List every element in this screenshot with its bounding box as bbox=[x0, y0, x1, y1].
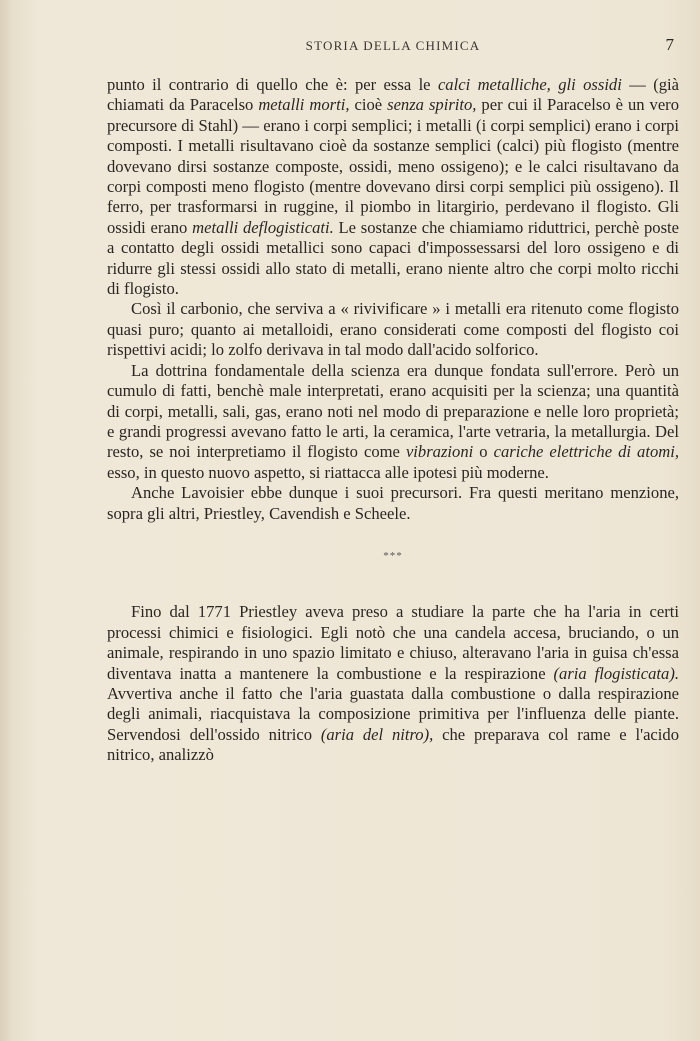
italic-text: vibrazioni bbox=[405, 442, 474, 462]
italic-text: senza spirito, bbox=[387, 95, 477, 115]
text-run: Così il carbonio, che serviva a « rivivificare » i metalli era ritenuto come flogisto quasi puro; quanto ai metalloidi, erano considerati come composti del flogisto coi rispettivi acidi; lo zolfo derivava in tal modo dall'acido solforico. bbox=[107, 299, 679, 360]
paragraph bbox=[107, 483, 679, 524]
paragraph bbox=[107, 299, 679, 360]
italic-text: (aria flogisticata). bbox=[553, 663, 679, 683]
text-run: Fino dal 1771 Priestley aveva preso a studiare la parte che ha l'aria in certi processi chimici e fisiologici. Egli notò che una candela accesa, bruciando, o un animale, respirando in uno spazio limitato e chiuso, alteravano l'aria in guisa ch'essa diventava inatta a mantenere la combustione e la respirazione bbox=[107, 602, 679, 683]
text-run: La dottrina fondamentale della scienza era dunque fondata sull'errore. Però un cumulo di fatti, benchè male interpretati, erano acquisiti per la scienza; una quantità di corpi, metalli, sali, gas, erano noti nel modo di preparazione e nelle loro proprietà; e grandi progressi avevano fatto le arti, la ceramica, l'arte vetraria, la metallurgia. Del resto, se noi interpretiamo il flogisto come bbox=[107, 360, 679, 462]
page-header bbox=[108, 35, 678, 62]
paragraph bbox=[107, 75, 679, 299]
text-section-2 bbox=[107, 602, 679, 765]
text-run: Le sostanze che chiamiamo riduttrici, perchè poste a contatto degli ossidi metallici sono capaci d'impossessarsi del loro ossigeno e di ridurre gli stessi ossidi allo stato di metalli, erano niente altro che corpi molto ricchi di flogisto. bbox=[107, 217, 679, 299]
text-run: Anche Lavoisier ebbe dunque i suoi precursori. Fra questi meritano menzione, sopra gli altri, Priestley, Cavendish e Scheele. bbox=[107, 483, 679, 523]
section-separator: *** bbox=[383, 549, 403, 562]
text-run: Avvertiva anche il fatto che l'aria guastata dalla combustione o dalla respirazione degli animali, riacquistava la composizione primitiva per l'influenza delle piante. Servendosi dell'ossido nitrico bbox=[107, 683, 679, 744]
italic-text: cariche elettriche di atomi, bbox=[493, 442, 680, 462]
text-run: punto il contrario di quello che è: per essa le bbox=[107, 75, 438, 94]
paragraph bbox=[107, 602, 679, 765]
text-run: — (già chiamati da Paracelso bbox=[107, 75, 679, 115]
paragraph bbox=[107, 361, 679, 483]
text-run: che preparava col rame e l'acido nitrico, analizzò bbox=[107, 724, 680, 765]
italic-text: metalli deflogisticati. bbox=[192, 217, 334, 237]
body-text bbox=[107, 75, 679, 766]
text-run: per cui il Paracelso è un vero precursore di Stahl) — erano i corpi semplici; i metalli (i corpi semplici) erano i corpi composti. I metalli risultavano cioè da sostanze semplici (calci) più flogisto (mentre dovevano dirsi sostanze composte, ossidi, meno ossigeno); e le calci risultavano da corpi composti meno flogisto (mentre dovevano dirsi corpi semplici più ossigeno). Il ferro, per trasformarsi in ruggine, il piombo in litargirio, perdevano il flogisto. Gli ossidi erano bbox=[107, 95, 680, 237]
italic-text: calci metalliche, gli ossidi bbox=[437, 75, 622, 94]
running-title: STORIA DELLA CHIMICA bbox=[305, 38, 481, 53]
italic-text: metalli morti, bbox=[258, 95, 350, 115]
italic-text: (aria del nitro), bbox=[320, 724, 434, 744]
text-run: o bbox=[473, 442, 494, 462]
text-run: cioè bbox=[349, 95, 388, 115]
text-section-1 bbox=[107, 75, 679, 524]
page-number: 7 bbox=[665, 35, 674, 54]
text-run: esso, in questo nuovo aspetto, si riattacca alle ipotesi più moderne. bbox=[107, 462, 549, 482]
